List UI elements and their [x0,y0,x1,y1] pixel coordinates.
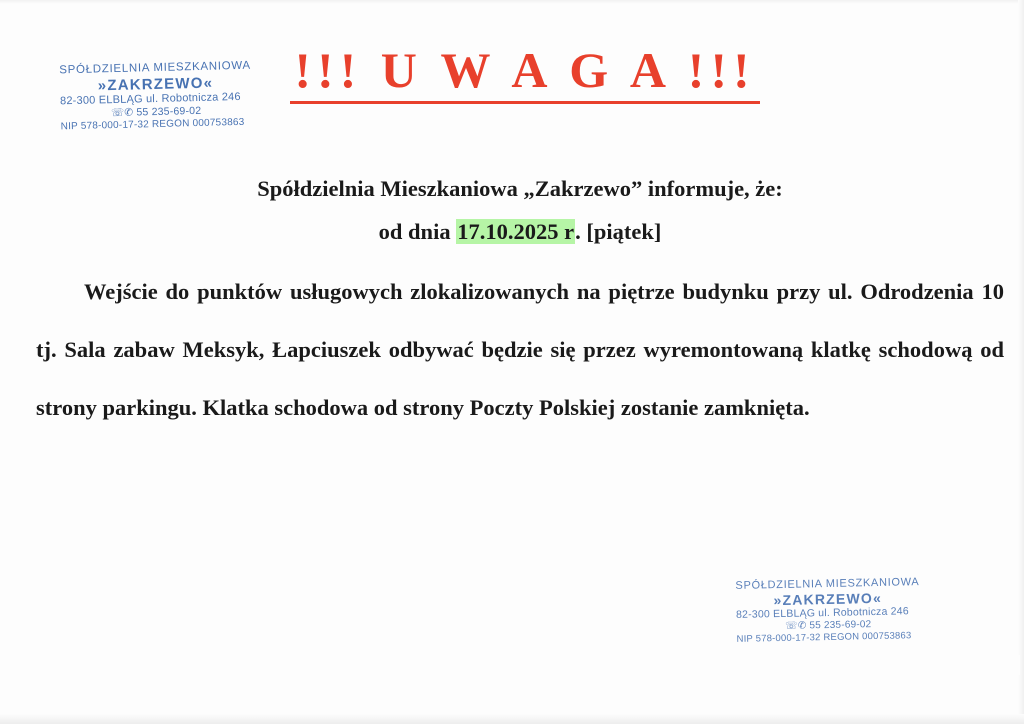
stamp-phone: ☏✆ 55 235-69-02 [110,105,202,120]
company-stamp-bottom [735,576,920,645]
stamp-company-name: SPÓŁDZIELNIA MIESZKANIOWA [59,59,251,77]
scan-edge-top [0,0,1024,4]
stamp-brand-name: »ZAKRZEWO« [97,74,214,94]
stamp-phone: ☏✆ 55 235-69-02 [785,618,872,632]
notice-date-line [36,218,1004,244]
page-title: !!! U W A G A !!! [290,44,760,104]
stamp-crop-mask [700,655,1020,675]
stamp-company-name: SPÓŁDZIELNIA MIESZKANIOWA [735,576,920,592]
date-highlighted: 17.10.2025 r [457,218,575,244]
notice-body [36,176,1004,437]
notice-intro-line: Spółdzielnia Mieszkaniowa „Zakrzewo” informuje, że: [257,176,783,201]
notice-paragraph: Wejście do punktów usługowych zlokalizowanych na piętrze budynku przy ul. Odrodzenia 10 tj. Sala zabaw Meksyk, Łapciuszek odbywać będzie się przez wyremontowaną klatkę schodową od strony parkingu. Klatka schodowa od strony Poczty Polskiej zostanie zamknięta. [36,279,1004,420]
company-stamp-top [59,60,252,133]
stamp-tax-ids: NIP 578-000-17-32 REGON 000753863 [736,629,912,645]
scan-edge-bottom [0,714,1024,724]
scan-edge-right [1018,0,1024,724]
stamp-tax-ids: NIP 578-000-17-32 REGON 000753863 [60,116,245,132]
stamp-address: 82-300 ELBLĄG ul. Robotnicza 246 [735,605,909,622]
date-prefix: od dnia [378,218,457,244]
stamp-address: 82-300 ELBLĄG ul. Robotnicza 246 [59,91,241,108]
stamp-brand-name: »ZAKRZEWO« [773,589,883,609]
date-suffix: . [piątek] [575,218,662,244]
